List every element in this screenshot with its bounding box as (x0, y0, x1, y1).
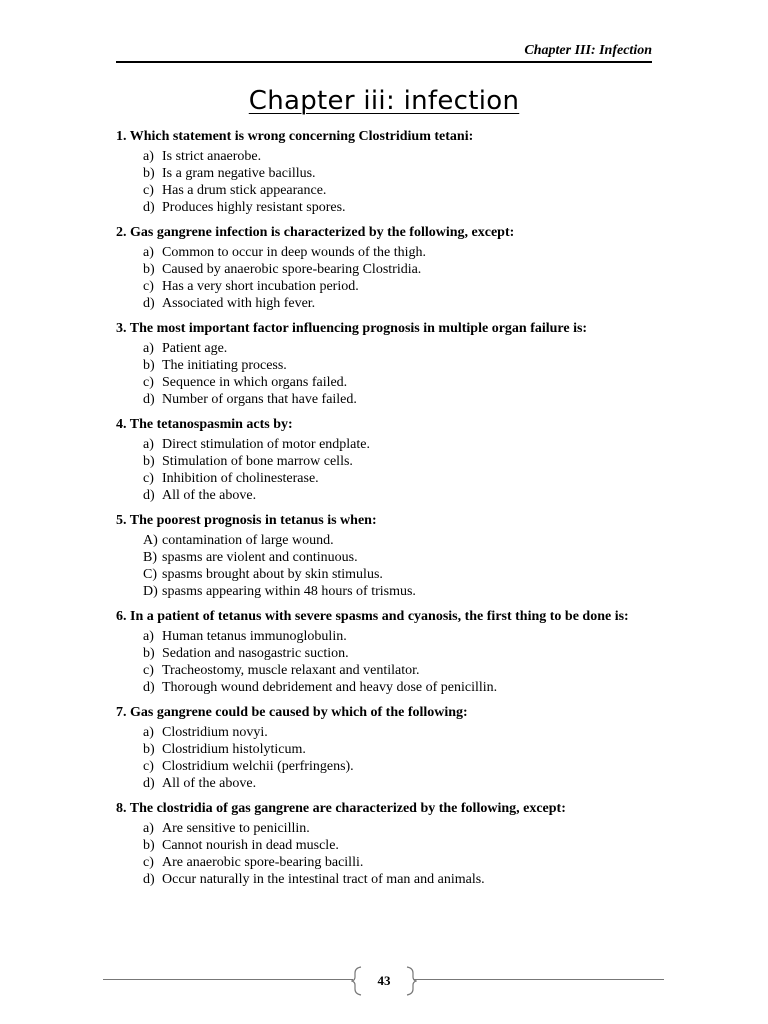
option-list (116, 820, 696, 888)
running-header: Chapter III: Infection (524, 43, 652, 58)
option-text: Has a very short incubation period. (162, 279, 359, 294)
question-1 (116, 128, 696, 216)
option-list (116, 148, 696, 216)
option-letter: c) (143, 183, 154, 198)
option-item (116, 758, 696, 775)
option-item (116, 470, 696, 487)
option-letter: b) (143, 646, 155, 661)
option-letter: c) (143, 855, 154, 870)
option-list (116, 340, 696, 408)
option-letter: a) (143, 629, 154, 644)
question-text: 7. Gas gangrene could be caused by which of the following: (116, 705, 468, 720)
option-letter: c) (143, 375, 154, 390)
question-2 (116, 224, 696, 312)
option-text: Is a gram negative bacillus. (162, 166, 316, 181)
option-text: Cannot nourish in dead muscle. (162, 838, 339, 853)
option-item (116, 165, 696, 182)
option-text: All of the above. (162, 488, 257, 503)
footer-rule-right (414, 979, 664, 980)
option-item (116, 436, 696, 453)
option-text: Inhibition of cholinesterase. (162, 471, 319, 486)
option-item (116, 199, 696, 216)
option-letter: d) (143, 776, 155, 791)
question-text: 6. In a patient of tetanus with severe spasms and cyanosis, the first thing to be done is: (116, 609, 629, 624)
option-text: spasms appearing within 48 hours of trismus. (162, 584, 416, 599)
option-item (116, 775, 696, 792)
option-item (116, 871, 696, 888)
option-item (116, 549, 696, 566)
header-rule (116, 61, 652, 63)
question-text: 1. Which statement is wrong concerning Clostridium tetani: (116, 129, 474, 144)
option-text: Has a drum stick appearance. (162, 183, 327, 198)
option-item (116, 182, 696, 199)
option-text: Are sensitive to penicillin. (162, 821, 310, 836)
option-text: Stimulation of bone marrow cells. (162, 454, 353, 469)
option-text: spasms brought about by skin stimulus. (162, 567, 383, 582)
option-item (116, 453, 696, 470)
option-text: All of the above. (162, 776, 257, 791)
option-text: Sedation and nasogastric suction. (162, 646, 349, 661)
option-letter: c) (143, 759, 154, 774)
option-letter: c) (143, 471, 154, 486)
option-list (116, 532, 696, 600)
question-6 (116, 608, 696, 696)
question-text: 5. The poorest prognosis in tetanus is when: (116, 513, 377, 528)
option-item (116, 566, 696, 583)
question-7 (116, 704, 696, 792)
option-text: Patient age. (162, 341, 228, 356)
option-item (116, 148, 696, 165)
option-letter: b) (143, 454, 155, 469)
option-text: Occur naturally in the intestinal tract of man and animals. (162, 872, 485, 887)
option-text: Clostridium novyi. (162, 725, 268, 740)
option-item (116, 261, 696, 278)
option-list (116, 628, 696, 696)
question-5 (116, 512, 696, 600)
option-list (116, 244, 696, 312)
option-item (116, 487, 696, 504)
question-4 (116, 416, 696, 504)
question-text: 2. Gas gangrene infection is characterized by the following, except: (116, 225, 515, 240)
option-letter: d) (143, 488, 155, 503)
option-letter: C) (143, 567, 157, 582)
option-text: contamination of large wound. (162, 533, 334, 548)
option-letter: a) (143, 341, 154, 356)
option-text: Is strict anaerobe. (162, 149, 262, 164)
question-8 (116, 800, 696, 888)
option-item (116, 662, 696, 679)
option-text: Number of organs that have failed. (162, 392, 357, 407)
question-list (116, 128, 696, 896)
option-text: The initiating process. (162, 358, 287, 373)
question-text: 4. The tetanospasmin acts by: (116, 417, 293, 432)
option-letter: b) (143, 358, 155, 373)
right-brace-ornament (405, 966, 417, 996)
question-3 (116, 320, 696, 408)
option-letter: d) (143, 392, 155, 407)
option-item (116, 357, 696, 374)
option-item (116, 854, 696, 871)
option-item (116, 374, 696, 391)
option-item (116, 532, 696, 549)
option-letter: B) (143, 550, 157, 565)
option-item (116, 628, 696, 645)
option-text: Direct stimulation of motor endplate. (162, 437, 371, 452)
left-brace-ornament (351, 966, 363, 996)
option-letter: a) (143, 245, 154, 260)
option-list (116, 724, 696, 792)
option-item (116, 679, 696, 696)
option-letter: b) (143, 838, 155, 853)
option-text: Human tetanus immunoglobulin. (162, 629, 347, 644)
option-text: Thorough wound debridement and heavy dose of penicillin. (162, 680, 498, 695)
option-letter: a) (143, 725, 154, 740)
option-letter: a) (143, 149, 154, 164)
page-number: 43 (377, 973, 391, 988)
option-text: Clostridium welchii (perfringens). (162, 759, 354, 774)
option-item (116, 278, 696, 295)
option-text: Are anaerobic spore-bearing bacilli. (162, 855, 364, 870)
option-list (116, 436, 696, 504)
option-text: Associated with high fever. (162, 296, 316, 311)
option-item (116, 820, 696, 837)
option-item (116, 244, 696, 261)
option-text: Common to occur in deep wounds of the thigh. (162, 245, 427, 260)
page-title: Chapter iii: infection (248, 86, 520, 116)
option-letter: c) (143, 279, 154, 294)
option-text: spasms are violent and continuous. (162, 550, 358, 565)
option-text: Produces highly resistant spores. (162, 200, 346, 215)
option-letter: d) (143, 296, 155, 311)
option-text: Sequence in which organs failed. (162, 375, 348, 390)
option-letter: a) (143, 821, 154, 836)
option-item (116, 391, 696, 408)
option-letter: D) (143, 584, 158, 599)
question-text: 8. The clostridia of gas gangrene are characterized by the following, except: (116, 801, 566, 816)
option-text: Clostridium histolyticum. (162, 742, 306, 757)
question-text: 3. The most important factor influencing prognosis in multiple organ failure is: (116, 321, 588, 336)
option-letter: A) (143, 533, 158, 548)
option-letter: d) (143, 200, 155, 215)
option-letter: c) (143, 663, 154, 678)
option-letter: b) (143, 166, 155, 181)
option-letter: d) (143, 680, 155, 695)
footer-rule-left (103, 979, 353, 980)
option-item (116, 295, 696, 312)
page-footer (0, 966, 768, 996)
option-item (116, 340, 696, 357)
option-text: Caused by anaerobic spore-bearing Clostridia. (162, 262, 422, 277)
option-item (116, 724, 696, 741)
option-item (116, 583, 696, 600)
option-letter: b) (143, 262, 155, 277)
option-text: Tracheostomy, muscle relaxant and ventilator. (162, 663, 420, 678)
option-letter: d) (143, 872, 155, 887)
option-item (116, 837, 696, 854)
option-letter: b) (143, 742, 155, 757)
option-letter: a) (143, 437, 154, 452)
option-item (116, 645, 696, 662)
option-item (116, 741, 696, 758)
